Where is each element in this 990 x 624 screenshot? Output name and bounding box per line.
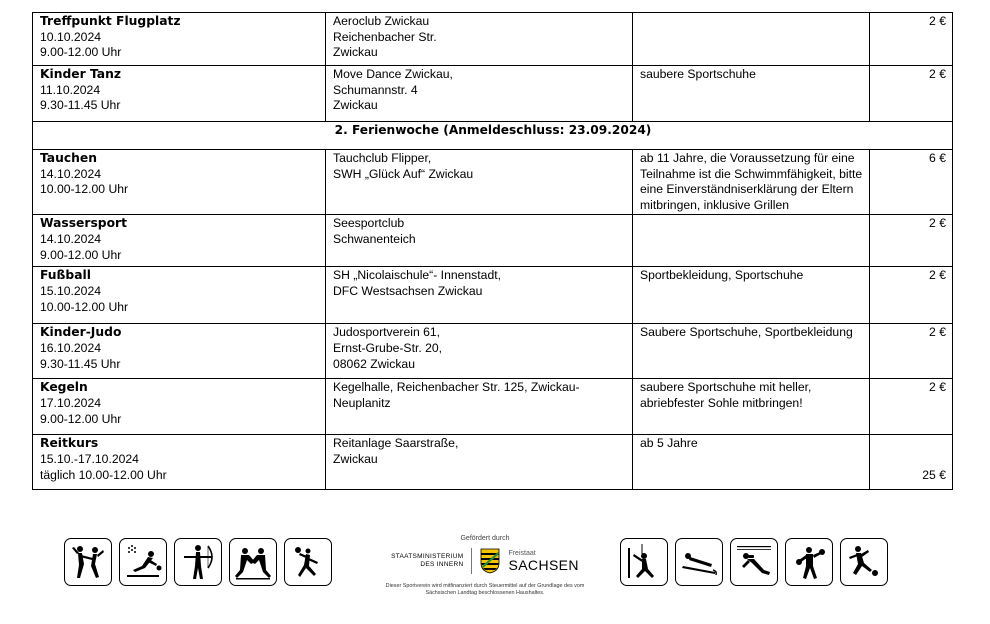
state-big: SACHSEN — [508, 557, 579, 573]
ministry-line: DES INNERN — [420, 561, 464, 568]
activity-cell — [33, 379, 326, 435]
location-line: Aeroclub Zwickau — [333, 14, 430, 28]
location-cell — [326, 267, 633, 324]
pictograms-right — [620, 538, 888, 586]
bowling-icon — [119, 538, 167, 586]
location-cell — [326, 215, 633, 267]
location-line: Move Dance Zwickau, — [333, 67, 453, 81]
location-line: Zwickau — [333, 45, 378, 60]
notes-cell — [633, 267, 870, 324]
notes-text: ab 5 Jahre — [640, 436, 698, 451]
funding-note: Dieser Sportverein wird mitfinanziert durch Steuermittel auf der Grundlage des vom Sächsischen Landtag beschlossenen Haushaltes. — [385, 583, 585, 596]
notes-text: saubere Sportschuhe mit heller, abriebfester Sohle mitbringen! — [640, 380, 812, 410]
location-cell — [326, 150, 633, 215]
sponsor-divider — [471, 548, 472, 574]
table-row — [33, 324, 953, 379]
location-line: Seesportclub — [333, 216, 405, 231]
activity-time: 9.00-12.00 Uhr — [40, 45, 122, 60]
sledding-icon — [675, 538, 723, 586]
activity-title: Reitkurs — [40, 436, 99, 451]
location-line: 08062 Zwickau — [333, 356, 415, 371]
notes-cell — [633, 66, 870, 122]
activity-date: 11.10.2024 — [40, 82, 101, 97]
location-cell — [326, 435, 633, 490]
notes-cell — [633, 379, 870, 435]
location-line: SWH „Glück Auf“ Zwickau — [333, 166, 474, 181]
state-name — [508, 550, 578, 572]
activity-time: 9.30-11.45 Uhr — [40, 356, 121, 371]
handball-icon — [284, 538, 332, 586]
week-header: 2. Ferienwoche (Anmeldeschluss: 23.09.2024) — [33, 122, 953, 150]
notes-text: ab 11 Jahre, die Voraussetzung für eine Teilnahme ist die Schwimmfähigkeit, bitte eine Einverständniserklärung der Eltern mitbringen, inklusive Grillen — [640, 151, 863, 212]
location-line: DFC Westsachsen Zwickau — [333, 283, 483, 298]
table-row — [33, 150, 953, 215]
price-cell: 2 € — [870, 267, 953, 324]
activity-time: 9.00-12.00 Uhr — [40, 411, 122, 426]
location-line: Schwanenteich — [333, 231, 416, 246]
football-icon — [840, 538, 888, 586]
location-cell — [326, 324, 633, 379]
ministry-line: STAATSMINISTERIUM — [391, 553, 464, 560]
activity-cell — [33, 267, 326, 324]
week-header-row — [33, 122, 953, 150]
location-cell — [326, 13, 633, 66]
activity-cell — [33, 435, 326, 490]
activity-time: täglich 10.00-12.00 Uhr — [40, 467, 167, 482]
location-line: Reichenbacher Str. — [333, 29, 437, 44]
notes-cell — [633, 215, 870, 267]
location-line: Schumannstr. 4 — [333, 82, 418, 97]
price-cell: 2 € — [870, 66, 953, 122]
location-line: Judosportverein 61, — [333, 325, 441, 340]
diving-icon — [730, 538, 778, 586]
table-row — [33, 13, 953, 66]
judo-icon — [229, 538, 277, 586]
activity-cell — [33, 13, 326, 66]
activity-time: 9.00-12.00 Uhr — [40, 247, 122, 262]
activity-cell — [33, 66, 326, 122]
notes-text: Sportbekleidung, Sportschuhe — [640, 268, 804, 283]
price-cell: 6 € — [870, 150, 953, 215]
activity-title: Kegeln — [40, 380, 88, 395]
activity-date: 17.10.2024 — [40, 395, 101, 410]
activity-time: 9.30-11.45 Uhr — [40, 98, 121, 113]
activity-title: Tauchen — [40, 151, 97, 165]
notes-text: saubere Sportschuhe — [640, 67, 756, 81]
dance-icon — [64, 538, 112, 586]
table-row — [33, 66, 953, 122]
activity-date: 16.10.2024 — [40, 340, 101, 355]
saxony-coat-of-arms-icon — [480, 548, 500, 574]
sponsor-block — [380, 535, 590, 597]
notes-cell — [633, 150, 870, 215]
schedule-table — [32, 12, 953, 490]
notes-cell — [633, 435, 870, 490]
location-line: Ernst-Grube-Str. 20, — [333, 340, 443, 355]
activity-date: 15.10.2024 — [40, 283, 101, 298]
activity-title: Fußball — [40, 268, 91, 283]
activity-date: 15.10.-17.10.2024 — [40, 451, 139, 466]
activity-cell — [33, 324, 326, 379]
pictograms-left — [64, 538, 332, 586]
state-small: Freistaat — [508, 550, 536, 557]
price-cell: 2 € — [870, 13, 953, 66]
table-row — [33, 215, 953, 267]
activity-title: Kinder-Judo — [40, 325, 122, 340]
price-cell: 2 € — [870, 324, 953, 379]
activity-time: 10.00-12.00 Uhr — [40, 299, 129, 314]
activity-cell — [33, 215, 326, 267]
activity-date: 14.10.2024 — [40, 166, 101, 181]
climbing-icon — [620, 538, 668, 586]
location-line: SH „Nicolaischule“- Innenstadt, — [333, 268, 501, 283]
activity-time: 10.00-12.00 Uhr — [40, 182, 129, 197]
archery-icon — [174, 538, 222, 586]
table-row — [33, 435, 953, 490]
notes-cell — [633, 324, 870, 379]
activity-date: 10.10.2024 — [40, 29, 101, 44]
activity-cell — [33, 150, 326, 215]
table-row — [33, 267, 953, 324]
funded-by-label: Gefördert durch — [460, 535, 510, 542]
activity-date: 14.10.2024 — [40, 231, 101, 246]
location-cell — [326, 379, 633, 435]
notes-cell — [633, 13, 870, 66]
ministry-name — [391, 553, 463, 569]
location-line: Zwickau — [333, 451, 378, 466]
sponsor-logo — [380, 548, 590, 574]
activity-title: Wassersport — [40, 216, 127, 231]
location-cell — [326, 66, 633, 122]
location-line: Kegelhalle, Reichenbacher Str. 125, Zwickau-Neuplanitz — [333, 380, 580, 410]
price-cell: 2 € — [870, 379, 953, 435]
price-cell: 25 € — [870, 435, 953, 490]
location-line: Reitanlage Saarstraße, — [333, 436, 459, 451]
location-line: Tauchclub Flipper, — [333, 151, 432, 165]
activity-title: Treffpunkt Flugplatz — [40, 14, 181, 28]
location-line: Zwickau — [333, 98, 378, 113]
activity-title: Kinder Tanz — [40, 67, 121, 81]
boxing-icon — [785, 538, 833, 586]
notes-text: Saubere Sportschuhe, Sportbekleidung — [640, 325, 853, 340]
table-row — [33, 379, 953, 435]
price-cell: 2 € — [870, 215, 953, 267]
